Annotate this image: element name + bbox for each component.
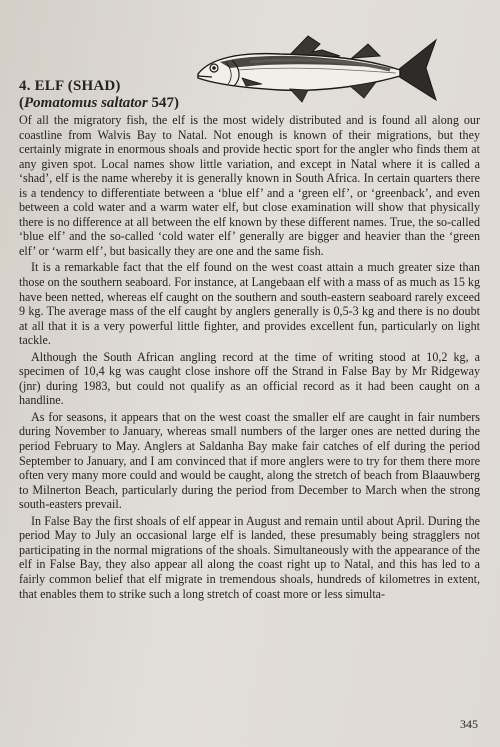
paragraph-2: It is a remarkable fact that the elf found on the west coast attain a much greater size than those on the southern seaboard. For instance, at Langebaan elf with a mass of as much as 15 kg have been netted, whereas elf caught on the southern and south-eastern seaboard rarely exceed 9 kg. The average mass of the elf caught by anglers generally is 0,5-3 kg and there is no doubt at all that it is a very powerful little fighter, and provides excellent fun, particularly on light tackle.: [19, 260, 480, 348]
paragraph-5: In False Bay the first shoals of elf appear in August and remain until about April. During the period May to July an occasional large elf is landed, these presumably being stragglers not participating in the normal migrations of the shoals. Simultaneously with the appearance of the elf in False Bay, they also appear all along the coast right up to Natal, and this has led to a fairly common belief that elf migrate in tremendous shoals, hundreds of kilometres in extent, that enables them to strike such a long stretch of coast more or less simulta-: [19, 513, 480, 601]
paragraph-4: As for seasons, it appears that on the west coast the smaller elf are caught in fair numbers during November to January, whereas small numbers of the larger ones are netted during the period February to May. Anglers at Saldanha Bay make fair catches of elf during the period September to January, and I am convinced that if more anglers were to try for them there more often very many more could and would be caught, along the stretch of beach from Blaauwberg to Milnerton Beach, particularly during the period from December to March when the strong south-easters prevail.: [19, 409, 480, 512]
page-number: 345: [460, 717, 478, 731]
elf-fish-illustration: [190, 22, 440, 122]
scientific-name-line: (Pomatomus saltator 547): [19, 95, 180, 111]
reference-number: 547: [151, 95, 175, 111]
body-text: [19, 113, 480, 603]
scientific-name: Pomatomus saltator: [24, 95, 148, 111]
paragraph-3: Although the South African angling record at the time of writing stood at 10,2 kg, a specimen of 10,4 kg was caught close inshore off the Strand in False Bay by Mr Ridgeway (jnr) during 1983, but could not qualify as an official record as it had been caught on a handline.: [19, 349, 480, 408]
paragraph-1: Of all the migratory fish, the elf is the most widely distributed and is found all along our coastline from Walvis Bay to Natal. Not enough is known of their migrations, but they certainly migrate in enormous shoals and provide hectic sport for the angler who finds them at any given spot. Local names show little variation, and except in Natal where it is called a ‘shad’, elf is the name whereby it is generally known in South Africa. In certain quarters there is a tendency to differentiate between a ‘blue elf’ and a ‘green elf’, or ‘greenback’, and even between a cold water and a warm water elf, but close examination will show that physically there is no difference at all between the elf known by these different names. True, the so-called ‘blue elf’ and the so-called ‘cold water elf’ generally are bigger and heavier than the ‘green elf’ or ‘warm elf’, but basically they are one and the same fish.: [19, 113, 480, 258]
section-heading: [19, 78, 219, 112]
section-title: 4. ELF (SHAD): [19, 78, 121, 94]
